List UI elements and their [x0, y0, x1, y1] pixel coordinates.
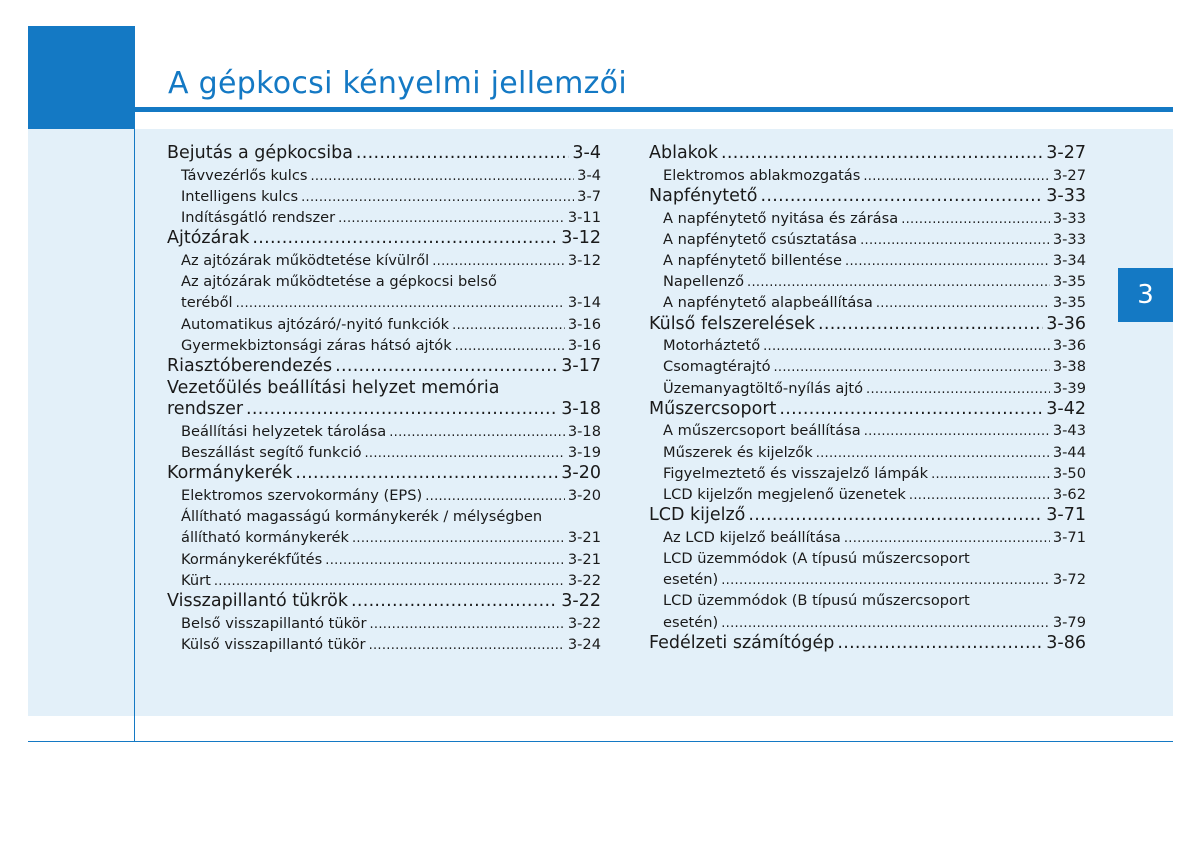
- toc-page-number: 3-71: [1052, 528, 1086, 546]
- toc-subsection-entry[interactable]: [167, 165, 601, 186]
- toc-page-number: 3-18: [567, 422, 601, 440]
- toc-entry-title: Beszállást segítő funkció: [181, 444, 362, 462]
- dot-leader: [863, 165, 1050, 187]
- dot-leader: [845, 250, 1050, 272]
- toc-subsection-entry[interactable]: [167, 634, 601, 655]
- toc-page-number: 3-71: [1046, 505, 1086, 526]
- toc-page-number: 3-14: [567, 294, 601, 312]
- toc-entry-title: A napfénytető billentése: [663, 251, 843, 269]
- page-title: A gépkocsi kényelmi jellemzői: [168, 66, 627, 101]
- toc-entry-title: teréből: [181, 294, 233, 312]
- dot-leader: [909, 484, 1050, 506]
- toc-page-number: 3-21: [567, 550, 601, 568]
- toc-page-number: 3-34: [1052, 251, 1086, 269]
- toc-section-entry[interactable]: [167, 463, 601, 485]
- toc-entry-wrapped-line[interactable]: LCD üzemmódok (B típusú műszercsoport: [663, 592, 970, 610]
- toc-page-number: 3-33: [1052, 209, 1086, 227]
- toc-entry-title: A műszercsoport beállítása: [663, 422, 861, 440]
- toc-entry-wrapped-line[interactable]: Vezetőülés beállítási helyzet memória: [167, 377, 500, 398]
- toc-subsection-entry[interactable]: [167, 335, 601, 356]
- toc-subsection-entry[interactable]: [649, 335, 1086, 356]
- dot-leader: [425, 485, 565, 507]
- toc-subsection-entry[interactable]: [167, 613, 601, 634]
- bottom-rule: [28, 741, 1173, 742]
- toc-section-entry[interactable]: [649, 633, 1086, 655]
- toc-page-number: 3-22: [561, 590, 601, 611]
- toc-subsection-entry[interactable]: [167, 250, 601, 271]
- toc-section-entry[interactable]: [167, 399, 601, 421]
- toc-entry-title: Az LCD kijelző beállítása: [663, 528, 841, 546]
- dot-leader: [352, 527, 565, 549]
- toc-right-column: [649, 143, 1086, 655]
- toc-entry-title: LCD kijelzőn megjelenő üzenetek: [663, 486, 906, 503]
- toc-subsection-entry[interactable]: [167, 292, 601, 313]
- dot-leader: [432, 250, 565, 272]
- dot-leader: [338, 207, 565, 229]
- toc-subsection-entry[interactable]: [649, 612, 1086, 633]
- toc-page-number: 3-36: [1046, 313, 1086, 334]
- toc-subsection-entry[interactable]: [167, 207, 601, 228]
- dot-leader: [721, 143, 1043, 165]
- dot-leader: [876, 292, 1050, 314]
- toc-entry-title: Kormánykerék: [167, 463, 293, 484]
- toc-page-number: 3-44: [1052, 443, 1086, 461]
- toc-section-entry[interactable]: [649, 186, 1086, 208]
- dot-leader: [864, 420, 1050, 442]
- toc-subsection-entry[interactable]: [649, 271, 1086, 292]
- toc-page-number: 3-39: [1052, 379, 1086, 397]
- toc-page-number: 3-11: [567, 209, 601, 227]
- toc-subsection-entry[interactable]: [167, 570, 601, 591]
- toc-subsection-entry[interactable]: [167, 421, 601, 442]
- dot-leader: [311, 165, 575, 187]
- toc-entry-title: Gyermekbiztonsági záras hátsó ajtók: [181, 336, 452, 354]
- toc-entry-title: Napellenző: [663, 273, 745, 291]
- dot-leader: [931, 463, 1050, 485]
- chapter-tab: 3: [1118, 268, 1173, 322]
- toc-entry-title: rendszer: [167, 399, 244, 420]
- toc-section-entry[interactable]: [167, 228, 601, 250]
- toc-section-entry[interactable]: [649, 505, 1086, 527]
- toc-entry-title: Kürt: [181, 571, 211, 589]
- toc-entry-title: Visszapillantó tükrök: [167, 590, 348, 611]
- toc-entry-title: Üzemanyagtöltő-nyílás ajtó: [663, 379, 864, 397]
- dot-leader: [721, 569, 1050, 591]
- dot-leader: [369, 613, 564, 635]
- toc-entry-title: Figyelmeztető és visszajelző lámpák: [663, 464, 929, 482]
- side-strip: [28, 129, 134, 716]
- toc-page-number: 3-62: [1052, 486, 1086, 503]
- toc-entry-title: Automatikus ajtózáró/-nyitó funkciók: [181, 315, 450, 333]
- toc-page-number: 3-35: [1052, 294, 1086, 312]
- toc-entry-title: Műszerek és kijelzők: [663, 443, 813, 461]
- toc-entry-title: Az ajtózárak működtetése kívülről: [181, 251, 430, 269]
- toc-entry-title: Riasztóberendezés: [167, 355, 333, 376]
- toc-section-entry[interactable]: [649, 314, 1086, 336]
- toc-subsection-entry[interactable]: [649, 569, 1086, 590]
- toc-entry-title: Ablakok: [649, 143, 719, 163]
- toc-page-number: 3-86: [1046, 632, 1086, 653]
- dot-leader: [844, 527, 1050, 549]
- toc-subsection-entry[interactable]: [649, 165, 1086, 186]
- toc-entry-title: A napfénytető csúsztatása: [663, 230, 858, 248]
- toc-page-number: 3-4: [577, 166, 601, 184]
- toc-subsection-entry[interactable]: [649, 229, 1086, 250]
- toc-subsection-entry[interactable]: [167, 442, 601, 463]
- toc-page-number: 3-35: [1052, 273, 1086, 291]
- toc-entry-title: Ajtózárak: [167, 228, 250, 249]
- toc-page-number: 3-18: [561, 399, 601, 420]
- toc-page-number: 3-4: [572, 143, 601, 163]
- toc-page-number: 3-7: [577, 187, 601, 205]
- toc-page-number: 3-33: [1052, 230, 1086, 248]
- dot-leader: [452, 314, 565, 336]
- toc-subsection-entry[interactable]: [649, 250, 1086, 271]
- toc-subsection-entry[interactable]: [649, 378, 1086, 399]
- dot-leader: [837, 633, 1043, 655]
- toc-page-number: 3-27: [1046, 143, 1086, 163]
- toc-page-number: 3-42: [1046, 398, 1086, 419]
- dot-leader: [325, 549, 565, 571]
- toc-entry-title: Kormánykerékfűtés: [181, 550, 323, 568]
- toc-entry-title: Műszercsoport: [649, 398, 777, 419]
- dot-leader: [747, 271, 1050, 293]
- dot-leader: [779, 399, 1043, 421]
- toc-entry-title: Belső visszapillantó tükör: [181, 614, 367, 632]
- toc-entry-title: esetén): [663, 571, 719, 589]
- dot-leader: [761, 186, 1044, 208]
- toc-page-number: 3-22: [567, 614, 601, 632]
- toc-subsection-entry[interactable]: [167, 186, 601, 207]
- toc-section-entry[interactable]: [167, 143, 601, 165]
- toc-entry-title: Külső visszapillantó tükör: [181, 635, 366, 653]
- toc-section-entry[interactable]: [167, 591, 601, 613]
- toc-entry-title: Csomagtérajtó: [663, 358, 771, 376]
- toc-page-number: 3-12: [561, 228, 601, 249]
- dot-leader: [455, 335, 565, 357]
- dot-leader: [351, 591, 558, 613]
- toc-page-number: 3-16: [567, 315, 601, 333]
- toc-entry-title: Fedélzeti számítógép: [649, 632, 835, 653]
- toc-entry-title: Külső felszerelések: [649, 313, 816, 334]
- dot-leader: [721, 612, 1050, 634]
- toc-page-number: 3-19: [567, 444, 601, 462]
- toc-entry-title: A napfénytető alapbeállítása: [663, 294, 873, 312]
- toc-section-entry[interactable]: [649, 143, 1086, 165]
- toc-entry-title: Indításgátló rendszer: [181, 209, 336, 227]
- toc-page-number: 3-24: [567, 635, 601, 653]
- dot-leader: [246, 399, 558, 421]
- dot-leader: [295, 463, 558, 485]
- toc-entry-wrapped-line[interactable]: Állítható magasságú kormánykerék / mélységben: [181, 508, 543, 526]
- dot-leader: [866, 378, 1050, 400]
- toc-entry-title: Elektromos ablakmozgatás: [663, 166, 861, 184]
- toc-page-number: 3-50: [1052, 464, 1086, 482]
- toc-entry-title: Bejutás a gépkocsiba: [167, 143, 353, 163]
- toc-left-column: [167, 143, 601, 655]
- toc-page-number: 3-20: [561, 463, 601, 484]
- toc-entry-title: LCD kijelző: [649, 505, 746, 526]
- toc-page-number: 3-79: [1052, 613, 1086, 631]
- toc-page-number: 3-12: [567, 251, 601, 269]
- toc-subsection-entry[interactable]: [649, 208, 1086, 229]
- toc-page-number: 3-22: [567, 571, 601, 589]
- toc-entry-title: A napfénytető nyitása és zárása: [663, 209, 899, 227]
- toc-page-number: 3-43: [1052, 422, 1086, 440]
- toc-subsection-entry[interactable]: [649, 292, 1086, 313]
- toc-subsection-entry[interactable]: [649, 463, 1086, 484]
- toc-subsection-entry[interactable]: [167, 314, 601, 335]
- toc-entry-wrapped-line[interactable]: Az ajtózárak működtetése a gépkocsi belső: [181, 273, 497, 291]
- dot-leader: [774, 356, 1050, 378]
- toc-entry-title: Távvezérlős kulcs: [181, 166, 308, 184]
- toc-entry-title: Napfénytető: [649, 185, 758, 206]
- dot-leader: [389, 421, 565, 443]
- dot-leader: [816, 442, 1050, 464]
- toc-subsection-entry[interactable]: [649, 420, 1086, 441]
- toc-subsection-entry[interactable]: [649, 442, 1086, 463]
- toc-section-entry[interactable]: [167, 356, 601, 378]
- toc-section-entry[interactable]: [649, 399, 1086, 421]
- toc-entry-title: esetén): [663, 613, 719, 631]
- toc-page-number: 3-27: [1052, 166, 1086, 184]
- chapter-corner-block: [28, 26, 134, 129]
- toc-page-number: 3-16: [567, 336, 601, 354]
- toc-page-number: 3-20: [567, 487, 601, 504]
- toc-subsection-entry[interactable]: [167, 527, 601, 548]
- toc-page-number: 3-33: [1046, 185, 1086, 206]
- dot-leader: [356, 143, 569, 165]
- toc-subsection-entry[interactable]: [649, 484, 1086, 505]
- dot-leader: [860, 229, 1050, 251]
- toc-subsection-entry[interactable]: [167, 549, 601, 570]
- dot-leader: [763, 335, 1050, 357]
- toc-entry-title: Elektromos szervokormány (EPS): [181, 487, 423, 504]
- dot-leader: [901, 208, 1050, 230]
- dot-leader: [301, 186, 574, 208]
- title-underline: [135, 107, 1173, 112]
- toc-page-number: 3-17: [561, 355, 601, 376]
- toc-page-number: 3-36: [1052, 337, 1086, 355]
- toc-subsection-entry[interactable]: [649, 527, 1086, 548]
- dot-leader: [214, 570, 565, 592]
- dot-leader: [365, 442, 565, 464]
- toc-page-number: 3-38: [1052, 358, 1086, 376]
- toc-page-number: 3-72: [1052, 571, 1086, 589]
- toc-entry-title: Beállítási helyzetek tárolása: [181, 422, 387, 440]
- dot-leader: [335, 356, 558, 378]
- toc-entry-title: Motorháztető: [663, 337, 761, 355]
- toc-entry-title: állítható kormánykerék: [181, 529, 349, 547]
- toc-entry-wrapped-line[interactable]: LCD üzemmódok (A típusú műszercsoport: [663, 550, 970, 568]
- dot-leader: [748, 505, 1043, 527]
- toc-page-number: 3-21: [567, 529, 601, 547]
- toc-entry-title: Intelligens kulcs: [181, 187, 299, 205]
- dot-leader: [236, 292, 565, 314]
- dot-leader: [369, 634, 565, 656]
- toc-subsection-entry[interactable]: [167, 485, 601, 506]
- dot-leader: [252, 228, 558, 250]
- toc-subsection-entry[interactable]: [649, 356, 1086, 377]
- dot-leader: [818, 314, 1043, 336]
